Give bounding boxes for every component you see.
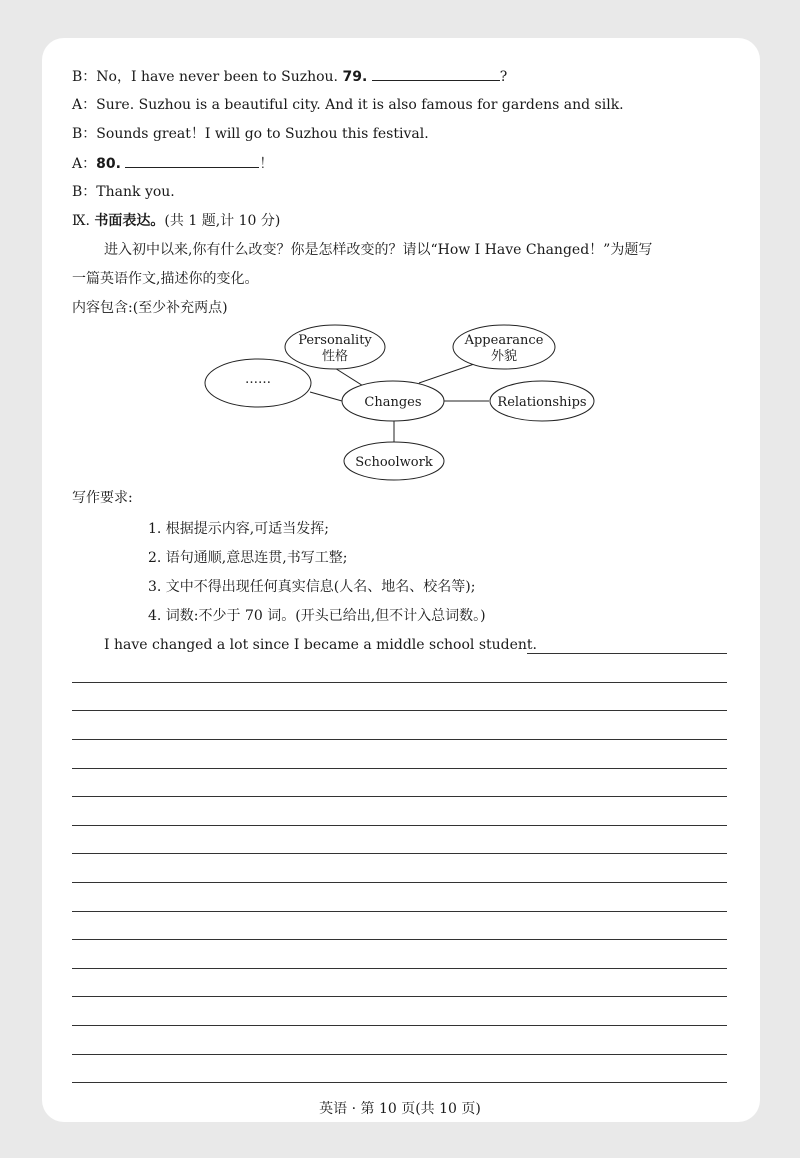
requirement-item: 1. 根据提示内容,可适当发挥; bbox=[148, 521, 329, 537]
writing-line[interactable] bbox=[72, 682, 727, 683]
writing-line[interactable] bbox=[72, 939, 727, 940]
dialogue-text: Thank you. bbox=[96, 184, 175, 200]
essay-opening: I have changed a lot since I became a middle school student. bbox=[104, 637, 538, 653]
label-personality-en: Personality bbox=[298, 333, 372, 348]
writing-line[interactable] bbox=[72, 853, 727, 854]
writing-line[interactable] bbox=[527, 653, 727, 654]
speaker: B： bbox=[72, 126, 97, 142]
speaker: A： bbox=[72, 97, 97, 113]
page-footer: 英语 · 第 10 页(共 10 页) bbox=[319, 1101, 481, 1117]
label-ellipsis: …… bbox=[245, 372, 271, 387]
section-title: 书面表达。 bbox=[94, 213, 165, 229]
dialogue-text: Sure. Suzhou is a beautiful city. And it is also famous for gardens and silk. bbox=[96, 97, 624, 113]
writing-line[interactable] bbox=[72, 911, 727, 912]
dialogue-text: No，I have never been to Suzhou. bbox=[96, 69, 339, 85]
section-numeral: Ⅸ. bbox=[72, 213, 90, 229]
connector bbox=[310, 392, 342, 401]
section-points: (共 1 题,计 10 分) bbox=[164, 213, 281, 229]
question-number: 80. bbox=[96, 156, 121, 172]
writing-line[interactable] bbox=[72, 882, 727, 883]
label-personality-zh: 性格 bbox=[321, 349, 349, 364]
requirements-label: 写作要求: bbox=[72, 490, 133, 506]
punctuation: ！ bbox=[259, 156, 274, 172]
content-label: 内容包含:(至少补充两点) bbox=[72, 300, 228, 316]
writing-line[interactable] bbox=[72, 1025, 727, 1026]
label-relationships: Relationships bbox=[497, 395, 587, 410]
writing-line[interactable] bbox=[72, 739, 727, 740]
prompt-line: 进入初中以来,你有什么改变？你是怎样改变的？请以“How I Have Changed！”为题写 bbox=[104, 242, 653, 258]
writing-line[interactable] bbox=[72, 796, 727, 797]
requirement-item: 4. 词数:不少于 70 词。(开头已给出,但不计入总词数。) bbox=[148, 608, 486, 624]
speaker: A： bbox=[72, 156, 97, 172]
label-appearance-zh: 外貌 bbox=[490, 349, 518, 364]
writing-line[interactable] bbox=[72, 768, 727, 769]
punctuation: ? bbox=[499, 69, 508, 85]
mind-map bbox=[0, 0, 800, 490]
requirement-item: 2. 语句通顺,意思连贯,书写工整; bbox=[148, 550, 348, 566]
writing-line[interactable] bbox=[72, 996, 727, 997]
requirement-item: 3. 文中不得出现任何真实信息(人名、地名、校名等); bbox=[148, 579, 476, 595]
speaker: B： bbox=[72, 69, 97, 85]
writing-line[interactable] bbox=[72, 710, 727, 711]
speaker: B： bbox=[72, 184, 97, 200]
question-number: 79. bbox=[342, 69, 368, 85]
writing-line[interactable] bbox=[72, 825, 727, 826]
dialogue-text: Sounds great！I will go to Suzhou this festival. bbox=[96, 126, 429, 142]
connector bbox=[419, 362, 480, 383]
writing-line[interactable] bbox=[72, 968, 727, 969]
label-appearance-en: Appearance bbox=[464, 333, 544, 348]
label-changes: Changes bbox=[364, 395, 422, 410]
prompt-line: 一篇英语作文,描述你的变化。 bbox=[72, 271, 259, 287]
label-schoolwork: Schoolwork bbox=[355, 455, 433, 470]
writing-line[interactable] bbox=[72, 1082, 727, 1083]
writing-line[interactable] bbox=[72, 1054, 727, 1055]
